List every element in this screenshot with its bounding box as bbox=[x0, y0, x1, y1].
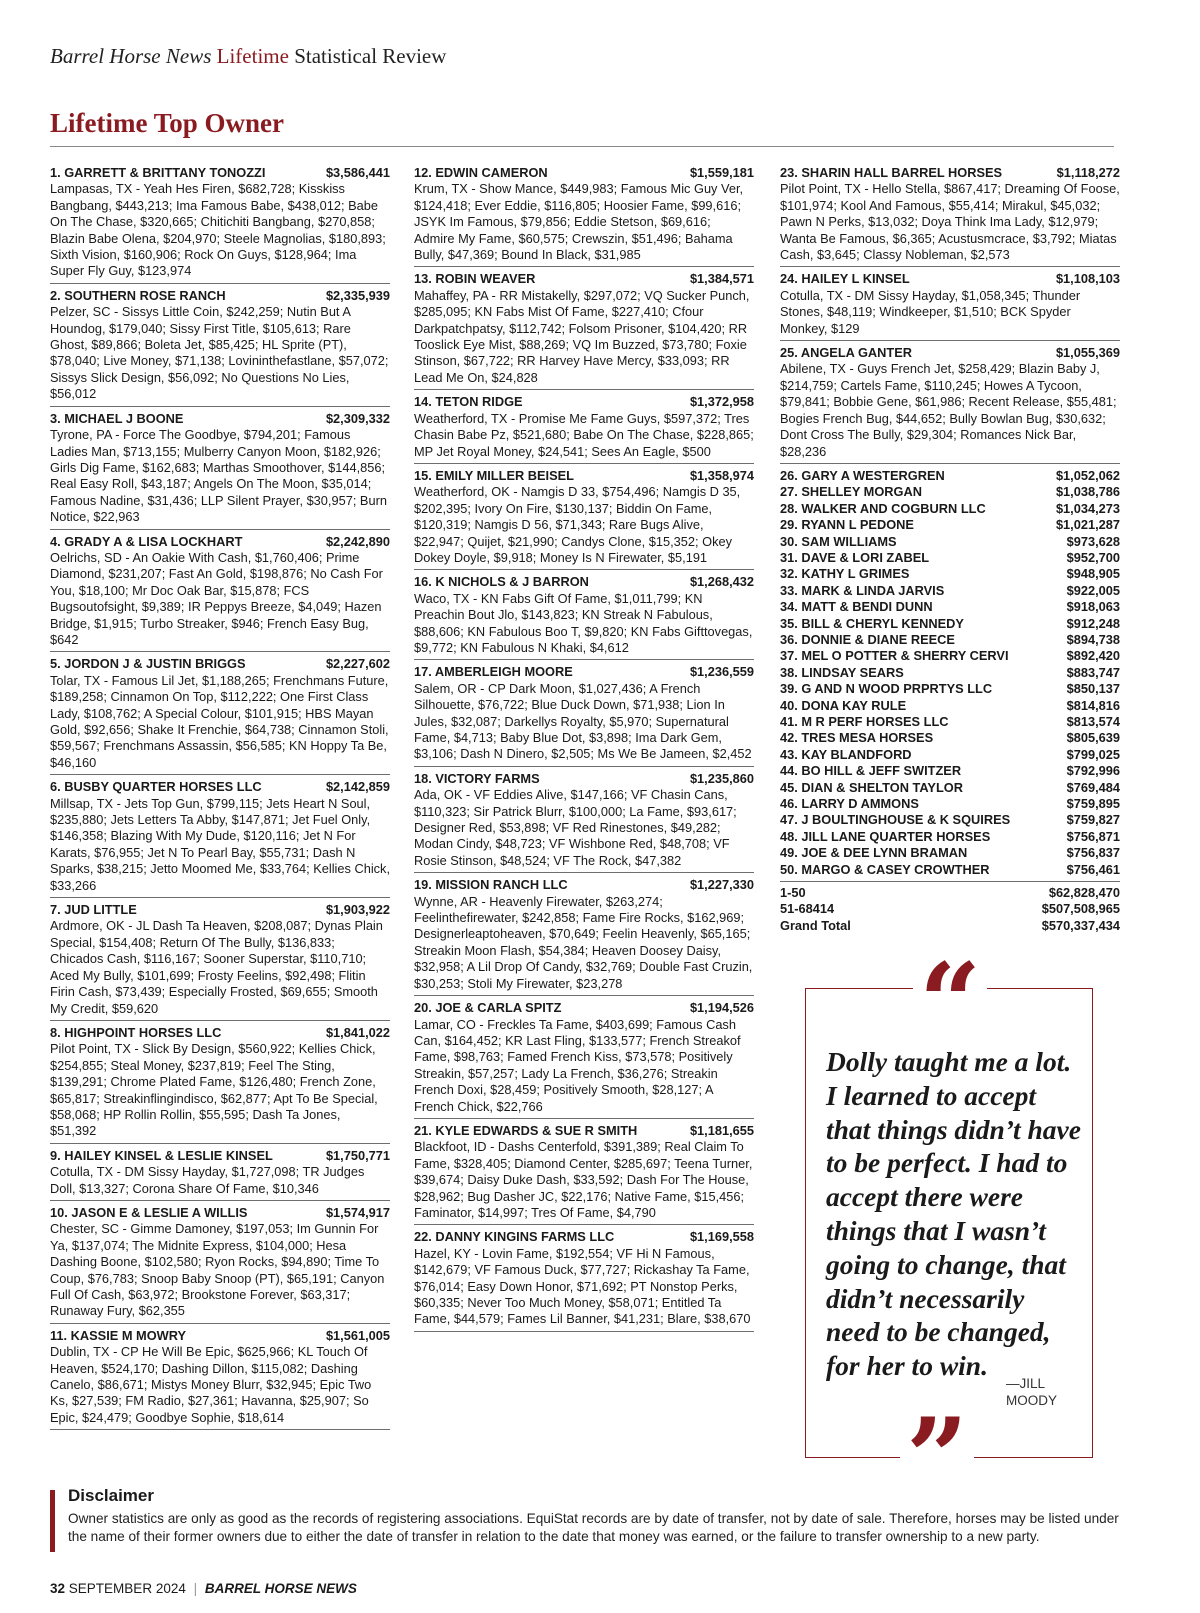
owner-horses: Ada, OK - VF Eddies Alive, $147,166; VF Chasin Cans, $110,323; Sir Patrick Blurr, $100,000; La Fame, $93,617; Designer Red, $53,898; VF Red Rinestones, $49,282; Modan Cindy, $48,723; VF Wishbone Red, $48,708; VF Rosie Stinson, $48,524; VF The Rock, $47,382 bbox=[414, 787, 737, 868]
owner-entry bbox=[50, 779, 390, 898]
ranking-name: 43. KAY BLANDFORD bbox=[780, 746, 912, 762]
total-row bbox=[780, 885, 1120, 901]
ranking-earnings: $769,484 bbox=[1066, 779, 1120, 795]
total-label: 51-68414 bbox=[780, 901, 835, 917]
owner-entry bbox=[50, 1148, 390, 1201]
owner-entry-header bbox=[414, 1000, 754, 1016]
owner-entry bbox=[50, 1205, 390, 1324]
issue-date: SEPTEMBER 2024 bbox=[68, 1581, 186, 1596]
ranking-row bbox=[780, 599, 1120, 615]
owner-column-3 bbox=[780, 165, 1120, 934]
total-label: 1-50 bbox=[780, 885, 806, 901]
ranking-name: 36. DONNIE & DIANE REECE bbox=[780, 631, 955, 647]
total-row bbox=[780, 901, 1120, 917]
owner-name: 18. VICTORY FARMS bbox=[414, 770, 540, 786]
ranking-name: 38. LINDSAY SEARS bbox=[780, 664, 904, 680]
owner-earnings: $1,236,559 bbox=[689, 664, 754, 680]
owner-horses: Salem, OR - CP Dark Moon, $1,027,436; A French Silhouette, $76,722; Blue Duck Down, $71,938; Lion In Jules, $32,087; Darkellys Royalty, $5,970; Supernatural Fame, $4,713; Baby Blue Dot, $3,898; Ima Dark Gem, $3,106; Dash N Dinero, $2,505; Ms We Be Jameen, $2,452 bbox=[414, 680, 752, 762]
owner-earnings: $1,384,571 bbox=[689, 271, 754, 287]
disclaimer-title: Disclaimer bbox=[68, 1486, 154, 1505]
ranking-earnings: $894,738 bbox=[1066, 631, 1120, 647]
owner-entry bbox=[414, 1000, 754, 1119]
ranking-row bbox=[780, 468, 1120, 484]
owner-entry bbox=[414, 271, 754, 390]
ranking-earnings: $756,837 bbox=[1066, 845, 1120, 861]
owner-earnings: $1,372,958 bbox=[689, 394, 754, 410]
ranking-name: 42. TRES MESA HORSES bbox=[780, 730, 934, 746]
owner-name: 12. EDWIN CAMERON bbox=[414, 165, 548, 180]
ranking-earnings: $1,021,287 bbox=[1055, 517, 1120, 533]
owner-entries-col3 bbox=[780, 165, 1120, 464]
page-footer bbox=[50, 1581, 357, 1596]
ranking-earnings: $892,420 bbox=[1066, 648, 1120, 664]
ranking-earnings: $756,461 bbox=[1066, 861, 1120, 877]
owner-entry-header bbox=[780, 345, 1120, 361]
owner-horses: Oelrichs, SD - An Oakie With Cash, $1,760,406; Prime Diamond, $231,207; Fast An Gold, $198,876; No Cash For You, $18,100; Mr Doc Oak Bar, $15,878; FCS Bugsoutofsight, $9,389; IR Peppys Breeze, $4,049; Hazen Bridge, $1,915; Turbo Streaker, $946; French Easy Bug, $642 bbox=[50, 549, 383, 647]
owner-entry-header bbox=[50, 902, 390, 918]
owner-entry bbox=[414, 664, 754, 766]
ranking-earnings: $922,005 bbox=[1066, 582, 1120, 598]
ranking-row bbox=[780, 616, 1120, 632]
owner-name: 20. JOE & CARLA SPITZ bbox=[414, 1000, 562, 1016]
owner-name: 9. HAILEY KINSEL & LESLIE KINSEL bbox=[50, 1147, 273, 1163]
ranking-name: 28. WALKER AND COGBURN LLC bbox=[780, 500, 986, 516]
owner-entry-header bbox=[50, 411, 390, 427]
ranking-row bbox=[780, 747, 1120, 763]
owner-name: 6. BUSBY QUARTER HORSES LLC bbox=[50, 779, 262, 795]
owner-earnings: $1,227,330 bbox=[689, 877, 754, 893]
disclaimer-accent-bar bbox=[50, 1490, 55, 1552]
owner-column-1 bbox=[50, 165, 390, 1434]
ranking-row bbox=[780, 812, 1120, 828]
owner-horses: Weatherford, TX - Promise Me Fame Guys, $597,372; Tres Chasin Babe Pz, $521,680; Babe On The Chase, $228,865; MP Jet Royal Money, $24,541; Sees An Eagle, $500 bbox=[414, 410, 754, 459]
owner-entry bbox=[414, 468, 754, 570]
owner-entry-header bbox=[414, 664, 754, 680]
owner-entry bbox=[414, 165, 754, 267]
quote-attribution: —JILL MOODY bbox=[1006, 1376, 1058, 1408]
ranking-earnings: $759,827 bbox=[1066, 812, 1120, 828]
ranking-row bbox=[780, 763, 1120, 779]
owner-entry-header bbox=[50, 1148, 390, 1164]
ranking-earnings: $813,574 bbox=[1066, 714, 1120, 729]
ranking-earnings: $814,816 bbox=[1066, 697, 1120, 713]
ranking-earnings: $973,628 bbox=[1066, 533, 1120, 549]
ranking-row bbox=[780, 829, 1120, 845]
pull-quote bbox=[805, 949, 1093, 1480]
owner-entry-header bbox=[414, 1229, 754, 1245]
owner-entry-header bbox=[414, 877, 754, 893]
owner-horses: Cotulla, TX - DM Sissy Hayday, $1,727,098; TR Judges Doll, $13,327; Corona Share Of Fame, $10,346 bbox=[50, 1164, 365, 1196]
ranking-name: 47. J BOULTINGHOUSE & K SQUIRES bbox=[780, 812, 1011, 828]
ranking-earnings: $799,025 bbox=[1066, 746, 1120, 762]
owner-entry-header bbox=[414, 165, 754, 181]
owner-entry bbox=[50, 411, 390, 530]
ranking-name: 50. MARGO & CASEY CROWTHER bbox=[780, 861, 990, 877]
ranking-row bbox=[780, 517, 1120, 533]
owner-name: 19. MISSION RANCH LLC bbox=[414, 877, 568, 893]
owner-name: 15. EMILY MILLER BEISEL bbox=[414, 467, 574, 483]
ranking-earnings: $912,248 bbox=[1066, 615, 1120, 631]
ranking-earnings: $850,137 bbox=[1066, 681, 1120, 697]
owner-name: 25. ANGELA GANTER bbox=[780, 345, 913, 361]
owner-earnings: $2,335,939 bbox=[325, 287, 390, 303]
ranking-list bbox=[780, 468, 1120, 878]
owner-horses: Wynne, AR - Heavenly Firewater, $263,274; Feelinthefirewater, $242,858; Fame Fire Rocks, $162,969; Designerleaptoheaven, $70,649; Feelin Heavenly, $65,165; Streakin Moon Flash, $54,384; Heaven Doosey Daisy, $32,958; A Lil Drop Of Candy, $32,769; Double Fast Cruzin, $30,253; Stoli My Firewater, $23,278 bbox=[414, 893, 753, 991]
owner-entry-header bbox=[50, 165, 390, 181]
ranking-name: 29. RYANN L PEDONE bbox=[780, 517, 914, 533]
open-quote-icon: “ bbox=[913, 949, 987, 1019]
owner-entry-header bbox=[414, 1123, 754, 1139]
ranking-row bbox=[780, 796, 1120, 812]
owner-name: 22. DANNY KINGINS FARMS LLC bbox=[414, 1229, 615, 1245]
owner-name: 17. AMBERLEIGH MOORE bbox=[414, 664, 573, 680]
owner-earnings: $3,586,441 bbox=[325, 165, 390, 180]
section-title: Lifetime Top Owner bbox=[50, 108, 284, 138]
ranking-name: 48. JILL LANE QUARTER HORSES bbox=[780, 828, 991, 844]
ranking-earnings: $1,038,786 bbox=[1055, 484, 1120, 500]
owner-entry bbox=[50, 288, 390, 407]
ranking-earnings: $756,871 bbox=[1066, 828, 1120, 844]
owner-name: 4. GRADY A & LISA LOCKHART bbox=[50, 533, 243, 549]
ranking-name: 49. JOE & DEE LYNN BRAMAN bbox=[780, 845, 968, 861]
owner-entry bbox=[414, 771, 754, 873]
owner-entry-header bbox=[414, 468, 754, 484]
footer-separator: | bbox=[193, 1581, 198, 1596]
owner-earnings: $1,181,655 bbox=[689, 1122, 754, 1138]
ranking-name: 31. DAVE & LORI ZABEL bbox=[780, 549, 930, 565]
owner-horses: Chester, SC - Gimme Damoney, $197,053; Im Gunnin For Ya, $137,074; The Midnite Express, $104,000; Hesa Dashing Boone, $102,580; Ryon Rocks, $94,890; Time To Coup, $76,783; Snoop Baby Snoop (PT), $65,191; Canyon Full Of Cash, $63,972; Brookstone Forever, $63,317; Runaway Fury, $62,355 bbox=[50, 1221, 385, 1319]
owner-horses: Pilot Point, TX - Slick By Design, $560,922; Kellies Chick, $254,855; Steal Money, $237,819; Feel The Sting, $139,291; Chrome Plated Fame, $126,480; French Zone, $65,817; Streakinflingindisco, $62,877; Apt To Be Special, $58,068; HP Rollin Rollin, $55,595; Dash Ta Jones, $51,392 bbox=[50, 1041, 378, 1139]
ranking-row bbox=[780, 681, 1120, 697]
ranking-earnings: $883,747 bbox=[1066, 664, 1120, 680]
owner-horses: Dublin, TX - CP He Will Be Epic, $625,966; KL Touch Of Heaven, $524,170; Dashing Dillon, $115,082; Dashing Canelo, $86,671; Mistys Money Blurr, $32,945; Epic Two Ks, $27,539; FM Radio, $27,361; Havanna, $25,907; So Epic, $24,479; Goodbye Sophie, $18,614 bbox=[50, 1344, 372, 1425]
ranking-earnings: $1,052,062 bbox=[1055, 467, 1120, 483]
ranking-row bbox=[780, 698, 1120, 714]
ranking-name: 27. SHELLEY MORGAN bbox=[780, 484, 922, 500]
owner-earnings: $1,750,771 bbox=[325, 1147, 390, 1163]
owner-horses: Pelzer, SC - Sissys Little Coin, $242,259; Nutin But A Houndog, $179,040; Sissy First Title, $105,613; Rare Ghost, $89,866; Boleta Jet, $85,425; HL Sprite (PT), $78,040; Live Money, $71,138; Lovininthefastlane, $57,072; Sissys Slick Design, $56,092; No Questions No Lies, $56,012 bbox=[50, 304, 389, 402]
ranking-row bbox=[780, 862, 1120, 878]
owner-horses: Abilene, TX - Guys French Jet, $258,429; Blazin Baby J, $214,759; Cartels Fame, $110,245; Howes A Tycoon, $79,841; Bobbie Gene, $61,986; Recent Release, $55,481; Bogies French Bug, $44,652; Bully Bowlan Bug, $30,632; Dont Cross The Bully, $29,304; Romances Nick Bar, $28,236 bbox=[780, 361, 1117, 459]
ranking-row bbox=[780, 484, 1120, 500]
disclaimer-text: Owner statistics are only as good as the records of registering associations. EquiStat records are by date of transfer, not by date of sale. Therefore, horses may be listed under the name of their former owners due to either the date of transfer in relation to the date that money was earned, or the failure to transfer ownership to a new party. bbox=[68, 1511, 1119, 1544]
owner-entry-header bbox=[414, 771, 754, 787]
page-number: 32 bbox=[50, 1581, 66, 1596]
owner-name: 23. SHARIN HALL BARREL HORSES bbox=[780, 165, 1003, 180]
owner-earnings: $1,169,558 bbox=[689, 1229, 754, 1245]
ranking-row bbox=[780, 583, 1120, 599]
publication-header bbox=[50, 44, 446, 69]
owner-entry-header bbox=[50, 1205, 390, 1221]
owner-entry bbox=[414, 394, 754, 464]
ranking-name: 44. BO HILL & JEFF SWITZER bbox=[780, 763, 962, 779]
owner-earnings: $1,358,974 bbox=[689, 467, 754, 483]
owner-entry-header bbox=[780, 165, 1120, 181]
owner-entry bbox=[50, 165, 390, 284]
header-rest: Statistical Review bbox=[294, 44, 447, 68]
owner-earnings: $2,142,859 bbox=[325, 779, 390, 795]
owner-horses: Waco, TX - KN Fabs Gift Of Fame, $1,011,799; KN Preachin Bout Jlo, $143,823; KN Streak N Fabulous, $88,606; KN Fabulous Boo T, $9,820; KN Fabs Gifttovegas, $9,772; KN Fabulous N Khaki, $4,612 bbox=[414, 590, 753, 655]
owner-entry-header bbox=[414, 271, 754, 287]
owner-earnings: $1,194,526 bbox=[689, 1000, 754, 1016]
owner-entry-header bbox=[50, 1328, 390, 1344]
ranking-earnings: $792,996 bbox=[1066, 763, 1120, 779]
ranking-name: 26. GARY A WESTERGREN bbox=[780, 467, 945, 483]
owner-horses: Tolar, TX - Famous Lil Jet, $1,188,265; Frenchmans Future, $189,258; Cinnamon On Top, $112,222; One First Class Lady, $108,762; A Special Colour, $101,915; HBS Mayan Gold, $92,656; Shake It Frenchie, $64,738; Cinnamon Stoli, $59,567; Frenchmans Assassin, $56,585; KN Hoppy Ta Be, $46,160 bbox=[50, 672, 389, 770]
owner-entry bbox=[414, 1123, 754, 1225]
owner-name: 8. HIGHPOINT HORSES LLC bbox=[50, 1024, 222, 1040]
owner-entry bbox=[414, 1229, 754, 1331]
owner-entry bbox=[50, 656, 390, 775]
owner-horses: Krum, TX - Show Mance, $449,983; Famous Mic Guy Ver, $124,418; Ever Eddie, $116,805; Hoosier Fame, $99,616; JSYK Im Famous, $79,856; Eddie Stetson, $69,616; Admire My Fame, $60,575; Crewszin, $51,496; Bahama Bully, $47,369; Bound In Black, $31,985 bbox=[414, 181, 744, 263]
owner-earnings: $2,309,332 bbox=[325, 410, 390, 426]
ranking-row bbox=[780, 566, 1120, 582]
total-amount: $507,508,965 bbox=[1041, 901, 1120, 917]
owner-earnings: $1,108,103 bbox=[1055, 271, 1120, 287]
ranking-earnings: $918,063 bbox=[1066, 599, 1120, 615]
ranking-earnings: $952,700 bbox=[1066, 549, 1120, 565]
publication-name: Barrel Horse News bbox=[50, 44, 212, 68]
owner-earnings: $1,903,922 bbox=[325, 902, 390, 918]
close-quote-icon: ” bbox=[900, 1404, 974, 1480]
ranking-name: 39. G AND N WOOD PRPRTYS LLC bbox=[780, 681, 993, 697]
owner-entry-header bbox=[414, 574, 754, 590]
owner-earnings: $1,118,272 bbox=[1056, 165, 1120, 180]
owner-name: 13. ROBIN WEAVER bbox=[414, 271, 536, 287]
ranking-earnings: $948,905 bbox=[1066, 566, 1120, 582]
owner-earnings: $1,559,181 bbox=[689, 165, 754, 180]
owner-earnings: $1,235,860 bbox=[689, 770, 754, 786]
owner-name: 24. HAILEY L KINSEL bbox=[780, 271, 910, 287]
owner-name: 1. GARRETT & BRITTANY TONOZZI bbox=[50, 165, 266, 180]
total-label: Grand Total bbox=[780, 917, 851, 933]
owner-horses: Blackfoot, ID - Dashs Centerfold, $391,389; Real Claim To Fame, $328,405; Diamond Center, $285,697; Teena Turner, $39,674; Daisy Duke Dash, $33,592; Dash For The House, $28,962; Bug Dasher JC, $22,176; Native Fame, $15,456; Faminator, $14,997; Tres Of Fame, $4,790 bbox=[414, 1139, 753, 1220]
totals-block bbox=[780, 881, 1120, 934]
ranking-row bbox=[780, 714, 1120, 730]
ranking-row bbox=[780, 648, 1120, 664]
ranking-earnings: $805,639 bbox=[1066, 730, 1120, 746]
ranking-name: 35. BILL & CHERYL KENNEDY bbox=[780, 615, 964, 631]
ranking-row bbox=[780, 550, 1120, 566]
ranking-row bbox=[780, 632, 1120, 648]
owner-entry-header bbox=[780, 271, 1120, 287]
ranking-row bbox=[780, 501, 1120, 517]
owner-entry bbox=[780, 165, 1120, 267]
owner-entry-header bbox=[50, 288, 390, 304]
owner-entry bbox=[780, 345, 1120, 464]
owner-name: 3. MICHAEL J BOONE bbox=[50, 410, 184, 426]
owner-entry bbox=[50, 534, 390, 653]
owner-entry bbox=[50, 902, 390, 1021]
total-row bbox=[780, 918, 1120, 934]
owner-name: 7. JUD LITTLE bbox=[50, 902, 137, 918]
quote-text: Dolly taught me a lot. I learned to accept that things didn’t have to be perfect. I had to accept there were things that I wasn’t going to change, that didn’t necessarily need to be changed, for her to win. bbox=[826, 1046, 1081, 1382]
owner-earnings: $1,574,917 bbox=[325, 1204, 390, 1220]
owner-horses: Mahaffey, PA - RR Mistakelly, $297,072; VQ Sucker Punch, $285,095; KN Fabs Mist Of Fame, $227,410; Cfour Darkpatchpatsy, $112,742; Folsom Prisoner, $104,420; RR Tooslick Eye Mist, $88,269; VQ Im Buzzed, $73,780; Foxie Stinson, $67,722; RR Harvey Have Mercy, $33,093; RR Lead Me On, $24,828 bbox=[414, 287, 750, 385]
owner-name: 11. KASSIE M MOWRY bbox=[50, 1327, 187, 1343]
title-divider bbox=[50, 146, 1114, 147]
owner-entry-header bbox=[50, 779, 390, 795]
ranking-earnings: $1,034,273 bbox=[1055, 500, 1120, 516]
ranking-name: 37. MEL O POTTER & SHERRY CERVI bbox=[780, 648, 1009, 664]
owner-horses: Lampasas, TX - Yeah Hes Firen, $682,728; Kisskiss Bangbang, $443,213; Ima Famous Babe, $438,012; Babe On The Chase, $320,665; Chitichiti Bangbang, $270,858; Blazin Babe Olena, $204,970; Steele Magnolias, $180,893; Sixth Vision, $160,906; Rock On Guys, $128,964; Ima Super Fly Guy, $123,974 bbox=[50, 181, 386, 279]
owner-name: 21. KYLE EDWARDS & SUE R SMITH bbox=[414, 1122, 638, 1138]
owner-earnings: $1,268,432 bbox=[689, 574, 754, 590]
owner-entry-header bbox=[50, 656, 390, 672]
owner-name: 10. JASON E & LESLIE A WILLIS bbox=[50, 1204, 248, 1220]
owner-horses: Pilot Point, TX - Hello Stella, $867,417; Dreaming Of Foose, $101,974; Kool And Famous, $55,414; Mirakul, $45,032; Pawn N Perks, $13,032; Doya Think Ima Lady, $12,979; Wanta Be Famous, $6,365; Acustusmcrace, $3,792; Miatas Cash, $3,645; Classy Nobleman, $2,573 bbox=[780, 181, 1120, 263]
magazine-name: BARREL HORSE NEWS bbox=[204, 1581, 357, 1596]
owner-name: 5. JORDON J & JUSTIN BRIGGS bbox=[50, 656, 246, 672]
ranking-name: 34. MATT & BENDI DUNN bbox=[780, 599, 933, 615]
total-amount: $570,337,434 bbox=[1041, 917, 1120, 933]
owner-name: 16. K NICHOLS & J BARRON bbox=[414, 574, 589, 590]
total-amount: $62,828,470 bbox=[1048, 885, 1120, 901]
owner-entry-header bbox=[50, 534, 390, 550]
ranking-name: 46. LARRY D AMMONS bbox=[780, 796, 919, 812]
owner-entry bbox=[50, 1025, 390, 1144]
ranking-row bbox=[780, 780, 1120, 796]
owner-horses: Tyrone, PA - Force The Goodbye, $794,201; Famous Ladies Man, $713,155; Mulberry Canyon Moon, $182,926; Girls Dig Fame, $162,683; Marthas Smoothover, $144,856; Real Easy Roll, $43,187; Angels On The Moon, $35,014; Famous Nadine, $31,436; LLP Silent Prayer, $30,957; Burn Notice, $22,963 bbox=[50, 427, 387, 525]
ranking-name: 40. DONA KAY RULE bbox=[780, 697, 907, 713]
ranking-name: 41. M R PERF HORSES LLC bbox=[780, 714, 949, 729]
owner-entry bbox=[414, 574, 754, 660]
ranking-earnings: $759,895 bbox=[1066, 796, 1120, 812]
owner-horses: Cotulla, TX - DM Sissy Hayday, $1,058,345; Thunder Stones, $48,119; Windkeeper, $1,510; BCK Spyder Monkey, $129 bbox=[780, 287, 1081, 336]
owner-earnings: $2,242,890 bbox=[325, 533, 390, 549]
owner-earnings: $1,561,005 bbox=[325, 1327, 390, 1343]
owner-horses: Millsap, TX - Jets Top Gun, $799,115; Jets Heart N Soul, $235,880; Jets Letters Ta Abby, $147,871; Jet Fuel Only, $146,358; Blazing With My Dude, $120,116; Jet N For Karats, $76,955; Jet N To Pearl Bay, $55,731; Dash N Sparks, $38,215; Jetto Moomed Me, $33,764; Kellies Chick, $33,266 bbox=[50, 795, 391, 893]
header-lifetime: Lifetime bbox=[216, 44, 289, 68]
owner-entry bbox=[50, 1328, 390, 1430]
owner-horses: Lamar, CO - Freckles Ta Fame, $403,699; Famous Cash Can, $164,452; KR Last Fling, $133,577; French Streakof Fame, $98,763; Famed French Kiss, $73,578; Positively Streakin, $57,257; Lady La French, $36,276; Streakin French Doxi, $28,459; Positively Smooth, $28,127; A French Chick, $22,766 bbox=[414, 1016, 741, 1114]
ranking-name: 45. DIAN & SHELTON TAYLOR bbox=[780, 779, 963, 795]
owner-entry bbox=[414, 877, 754, 996]
owner-entry-header bbox=[50, 1025, 390, 1041]
owner-entry-header bbox=[414, 394, 754, 410]
ranking-name: 32. KATHY L GRIMES bbox=[780, 566, 910, 582]
owner-name: 14. TETON RIDGE bbox=[414, 394, 523, 410]
owner-entry bbox=[780, 271, 1120, 341]
ranking-row bbox=[780, 845, 1120, 861]
owner-earnings: $1,841,022 bbox=[325, 1024, 390, 1040]
owner-horses: Weatherford, OK - Namgis D 33, $754,496; Namgis D 35, $202,395; Ivory On Fire, $130,137; Biddin On Fame, $120,319; Namgis D 56, $71,343; Rare Bugs Alive, $22,947; Quijet, $21,990; Candys Clone, $15,352; Okey Dokey Doyle, $9,918; Money Is N Firewater, $5,191 bbox=[414, 484, 741, 565]
ranking-row bbox=[780, 534, 1120, 550]
owner-column-2 bbox=[414, 165, 754, 1336]
owner-earnings: $2,227,602 bbox=[325, 656, 390, 672]
owner-horses: Hazel, KY - Lovin Fame, $192,554; VF Hi N Famous, $142,679; VF Famous Duck, $77,727; Rickashay Ta Fame, $76,014; Easy Down Honor, $71,692; PT Nonstop Perks, $60,335; Never Too Much Money, $58,071; Entitled Ta Fame, $44,579; Fames Lil Banner, $41,231; Blare, $38,670 bbox=[414, 1245, 751, 1327]
owner-earnings: $1,055,369 bbox=[1055, 345, 1120, 361]
ranking-row bbox=[780, 665, 1120, 681]
ranking-row bbox=[780, 730, 1120, 746]
ranking-name: 33. MARK & LINDA JARVIS bbox=[780, 582, 945, 598]
ranking-name: 30. SAM WILLIAMS bbox=[780, 533, 897, 549]
owner-horses: Ardmore, OK - JL Dash Ta Heaven, $208,087; Dynas Plain Special, $154,408; Return Of The Bully, $136,833; Chicados Cash, $116,167; Sooner Superstar, $110,710; Aced My Bully, $101,699; Frosty Feelins, $92,498; Flitin Firin Cash, $73,439; Especially Frosted, $69,655; Smooth My Credit, $59,620 bbox=[50, 918, 383, 1016]
owner-name: 2. SOUTHERN ROSE RANCH bbox=[50, 287, 226, 303]
